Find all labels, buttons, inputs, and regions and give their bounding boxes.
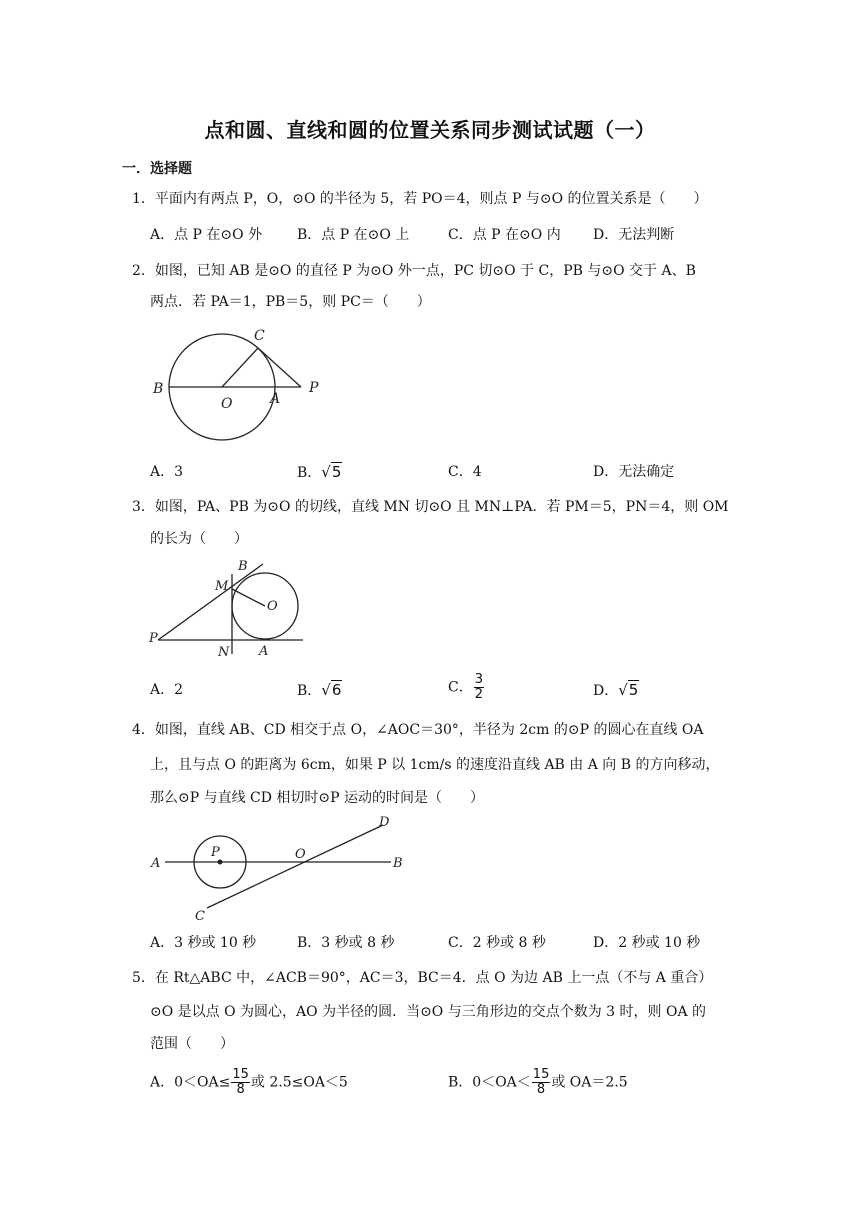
q3-option-d[interactable] <box>593 680 639 701</box>
q3-figure <box>145 556 315 660</box>
q1-option-b[interactable]: B．点 P 在⊙O 上 <box>297 227 410 243</box>
q3-option-c[interactable] <box>448 673 485 702</box>
q3-option-b-label: B． <box>297 683 322 699</box>
q2-option-b-label: B． <box>297 465 322 481</box>
q5-stem-line1: 5．在 Rt△ABC 中，∠ACB＝90°，AC＝3，BC＝4．点 O 为边 AB 上一点（不与 A 重合） <box>132 970 713 986</box>
q5-option-a-fraction: $\frac{15}{8}$ <box>232 1067 249 1097</box>
q2-figure <box>145 322 345 447</box>
q3-option-c-fraction: $\frac{3}{2}$ <box>474 672 483 702</box>
q2-label-a: A <box>270 391 281 407</box>
q2-option-b-sqrt: √5 <box>321 463 342 481</box>
q3-option-c-label: C． <box>448 679 473 696</box>
q1-stem: 1．平面内有两点 P，O，⊙O 的半径为 5，若 PO＝4，则点 P 与⊙O 的位置关系是（ ） <box>132 191 708 207</box>
q3-line-pb <box>158 564 263 640</box>
q2-tangent-pc <box>258 348 301 387</box>
q2-label-p: P <box>309 380 319 396</box>
q5-option-b[interactable] <box>448 1068 628 1097</box>
q5-option-b-fraction: $\frac{15}{8}$ <box>532 1067 550 1097</box>
q2-radius-oc <box>222 348 258 387</box>
q2-label-o: O <box>221 396 233 412</box>
page-title: 点和圆、直线和圆的位置关系同步测试试题（一） <box>204 118 656 142</box>
q2-option-a[interactable]: A．3 <box>150 464 184 480</box>
q3-segment-om <box>232 589 265 606</box>
q2-option-d[interactable]: D．无法确定 <box>593 464 675 480</box>
q4-option-a[interactable]: A．3 秒或 10 秒 <box>150 935 257 951</box>
q2-label-b: B <box>153 381 164 397</box>
q3-label-b: B <box>238 559 248 574</box>
q5-option-a[interactable] <box>150 1068 348 1097</box>
q1-option-d[interactable]: D．无法判断 <box>593 227 675 243</box>
q3-label-p: P <box>149 631 158 646</box>
q4-label-b: B <box>393 856 403 871</box>
q4-stem-line2: 上，且与点 O 的距离为 6cm，如果 P 以 1cm/s 的速度沿直线 AB 由 A 向 B 的方向移动， <box>150 757 720 773</box>
q4-line-cd <box>207 825 383 908</box>
q4-option-b[interactable]: B．3 秒或 8 秒 <box>297 935 395 951</box>
q4-label-a: A <box>151 856 161 871</box>
q5-option-b-post: 或 OA＝2.5 <box>551 1074 628 1091</box>
q5-option-b-pre: B．0＜OA＜ <box>448 1074 531 1091</box>
q3-label-n: N <box>218 645 230 660</box>
q5-option-a-post: 或 2.5≤OA＜5 <box>250 1074 348 1091</box>
section-heading: 一．选择题 <box>122 161 192 177</box>
q5-option-a-pre: A．0＜OA≤ <box>150 1074 231 1091</box>
q2-option-c[interactable]: C．4 <box>448 464 482 480</box>
q3-stem-line1: 3．如图，PA、PB 为⊙O 的切线，直线 MN 切⊙O 且 MN⊥PA．若 PM＝5，PN＝4，则 OM <box>132 499 729 515</box>
q5-stem-line3: 范围（ ） <box>150 1036 234 1052</box>
q4-label-p: P <box>211 845 220 860</box>
q4-label-o: O <box>295 847 306 862</box>
q4-option-c[interactable]: C．2 秒或 8 秒 <box>448 935 546 951</box>
q4-stem-line1: 4．如图，直线 AB、CD 相交于点 O，∠AOC＝30°，半径为 2cm 的⊙P 的圆心在直线 OA <box>132 722 704 738</box>
q4-label-c: C <box>195 909 205 924</box>
q3-label-m: M <box>215 579 229 594</box>
q3-option-a[interactable]: A．2 <box>150 682 184 698</box>
q3-option-b-sqrt: √6 <box>321 681 342 699</box>
q2-option-b[interactable] <box>297 462 342 483</box>
q4-figure <box>145 812 410 924</box>
q2-stem-line2: 两点．若 PA＝1，PB＝5，则 PC＝（ ） <box>150 294 431 310</box>
q3-option-d-sqrt: √5 <box>618 681 639 699</box>
q4-option-d[interactable]: D．2 秒或 10 秒 <box>593 935 701 951</box>
q2-label-c: C <box>254 328 265 344</box>
q3-label-a: A <box>259 644 269 659</box>
q3-label-o: O <box>267 599 278 614</box>
q3-option-b[interactable] <box>297 680 342 701</box>
q4-center-p <box>218 860 223 865</box>
q4-stem-line3: 那么⊙P 与直线 CD 相切时⊙P 运动的时间是（ ） <box>150 790 485 806</box>
q2-stem-line1: 2．如图，已知 AB 是⊙O 的直径 P 为⊙O 外一点，PC 切⊙O 于 C，PB 与⊙O 交于 A、B <box>132 263 696 279</box>
q5-stem-line2: ⊙O 是以点 O 为圆心，AO 为半径的圆．当⊙O 与三角形边的交点个数为 3 时，则 OA 的 <box>150 1004 707 1020</box>
q3-stem-line2: 的长为（ ） <box>150 531 248 547</box>
q4-label-d: D <box>379 815 390 830</box>
q1-option-a[interactable]: A．点 P 在⊙O 外 <box>150 227 263 243</box>
q1-option-c[interactable]: C．点 P 在⊙O 内 <box>448 227 561 243</box>
q3-option-d-label: D． <box>593 683 619 699</box>
